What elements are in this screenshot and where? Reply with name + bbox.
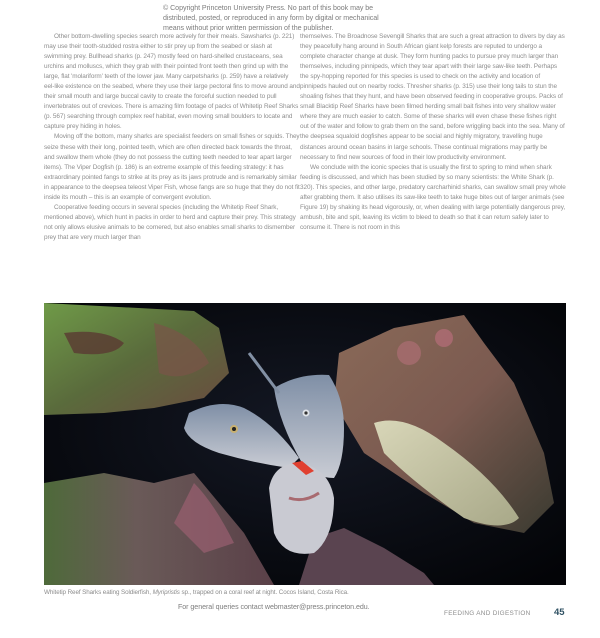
- paragraph: Other bottom-dwelling species search more actively for their meals. Sawsharks (p. 221) may use their tooth-studded rostra either to stir prey up from the seabed or slash at swimming prey. Bullhead sharks (p. 247) mostly feed on hard-shelled crustaceans, sea urchins and molluscs, which they grab with their pointed front teeth then grind up with the large, flat 'molariform' teeth of the lower jaw. Many carpetsharks (p. 259) have a relatively eel-like existence on the seabed, where they use their large pectoral fins to move around and their small mouth and large buccal cavity to create the forceful suction needed to pull invertebrates out of crevices. There is amazing film footage of packs of Whitetip Reef Sharks (p. 567) searching through complex reef habitat, even moving small boulders to locate and capture prey hiding in holes.: [44, 33, 300, 131]
- left-text-column: [44, 32, 300, 243]
- figure-caption: Whitetip Reef Sharks eating Soldierfish, Myripristis sp., trapped on a coral reef at night. Cocos Island, Costa Rica.: [44, 589, 349, 596]
- copyright-line-3: means without prior written permission of the publisher.: [163, 24, 334, 32]
- copyright-line-1: © Copyright Princeton University Press. No part of this book may be: [163, 4, 374, 12]
- paragraph: themselves. The Broadnose Sevengill Sharks that are such a great attraction to divers by day as they peacefully hang around in South African giant kelp forests are reputed to undergo a complete character change at dusk. They form hunting packs to pursue prey much larger than themselves, including pinnipeds, which they tear apart with their large saw-like teeth. Perhaps the spy-hopping reported for this species is used to check on the activity and location of pinnipeds hauled out on nearby rocks. Thresher sharks (p. 315) use their long tails to stun the shoaling fishes that they hunt, and have been observed feeding in cooperative groups. Packs of small Blacktip Reef Sharks have been filmed herding small bait fishes into very shallow water where they are much easier to catch. Some of these sharks will even chase these fishes right out of the water and follow to grab them on the sand, before wriggling back into the sea. Many of the deepsea squaloid dogfishes appear to be social and highly migratory, travelling huge distances around ocean basins in large schools. These continual migrations may partly be necessary to find new sources of food in their low productivity environment.: [300, 33, 565, 161]
- copyright-watermark: [163, 3, 423, 33]
- paragraph: We conclude with the iconic species that is usually the first to spring to mind when shark feeding is discussed, and which has been studied by so many scientists: the White Shark (p. 320). This species, and other large, predatory carcharhinid sharks, can swallow small prey whole after grabbing them. It also utilises its saw-like teeth to take huge bites out of larger animals (see Figure 19) by shaking its head vigorously, or, when dealing with large potentially dangerous prey, ambush, bite and spit, leaving its victim to bleed to death so that it can return safely later to consume it. There is not room in this: [300, 163, 566, 231]
- right-text-column: [300, 32, 566, 233]
- general-queries-note: For general queries contact webmaster@press.princeton.edu.: [178, 603, 370, 611]
- shark-feeding-photo: [44, 303, 566, 585]
- paragraph: Cooperative feeding occurs in several species (including the Whitetip Reef Shark, mentioned above), which hunt in packs in order to herd and capture their prey. This strategy not only allows elusive animals to be cornered, but also enables small sharks to dismember prey that are very much larger than: [44, 203, 296, 241]
- copyright-line-2: distributed, posted, or reproduced in any form by digital or mechanical: [163, 14, 379, 22]
- species-name: Myripristis: [152, 589, 180, 596]
- photo-illustration: [44, 303, 566, 585]
- paragraph: Moving off the bottom, many sharks are specialist feeders on small fishes or squids. They seize these with their long, pointed teeth, which are often directed back towards the throat, and swallow them whole (they do not possess the cutting teeth needed to tear apart larger items). The Viper Dogfish (p. 186) is an extreme example of this feeding strategy: it has extraordinary pointed fangs to strike at its prey as its jaws protrude and is remarkably similar in appearance to the deepsea teleost Viper Fish, whose fangs are so huge that they do not fit inside its mouth – this is an example of convergent evolution.: [44, 133, 300, 201]
- running-head: FEEDING AND DIGESTION: [444, 610, 531, 617]
- page-number: 45: [554, 607, 565, 618]
